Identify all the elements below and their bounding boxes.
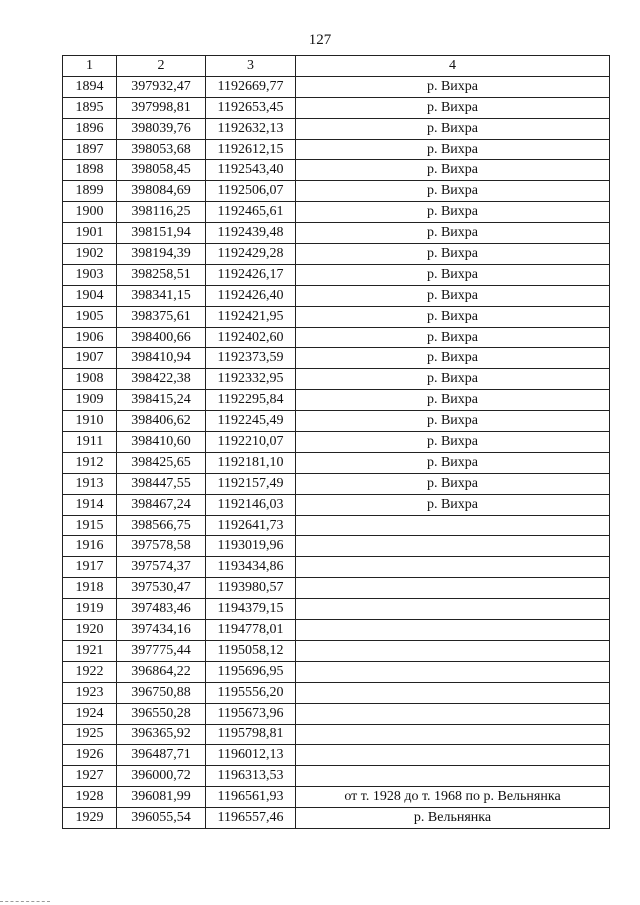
- cell-point-number: 1909: [63, 390, 117, 411]
- cell-point-number: 1907: [63, 348, 117, 369]
- table-row: [63, 118, 610, 139]
- cell-y-coordinate: 1192421,95: [206, 306, 296, 327]
- cell-point-number: 1921: [63, 640, 117, 661]
- cell-y-coordinate: 1192543,40: [206, 160, 296, 181]
- column-header-x: 2: [117, 56, 206, 77]
- cell-x-coordinate: 397775,44: [117, 640, 206, 661]
- cell-y-coordinate: 1192669,77: [206, 76, 296, 97]
- cell-x-coordinate: 397530,47: [117, 578, 206, 599]
- table-row: [63, 494, 610, 515]
- cell-y-coordinate: 1193434,86: [206, 557, 296, 578]
- cell-point-number: 1911: [63, 432, 117, 453]
- table-header-row: [63, 56, 610, 77]
- cell-y-coordinate: 1194379,15: [206, 599, 296, 620]
- cell-x-coordinate: 397932,47: [117, 76, 206, 97]
- cell-description: р. Вихра: [296, 452, 610, 473]
- cell-point-number: 1905: [63, 306, 117, 327]
- coordinates-table: [62, 55, 610, 829]
- cell-x-coordinate: 398375,61: [117, 306, 206, 327]
- cell-point-number: 1904: [63, 285, 117, 306]
- cell-y-coordinate: 1192653,45: [206, 97, 296, 118]
- cell-description: р. Вихра: [296, 411, 610, 432]
- table-row: [63, 557, 610, 578]
- cell-point-number: 1923: [63, 682, 117, 703]
- table-row: [63, 348, 610, 369]
- cell-x-coordinate: 398406,62: [117, 411, 206, 432]
- cell-y-coordinate: 1195058,12: [206, 640, 296, 661]
- cell-x-coordinate: 398058,45: [117, 160, 206, 181]
- table-row: [63, 285, 610, 306]
- cell-x-coordinate: 398467,24: [117, 494, 206, 515]
- cell-description: [296, 578, 610, 599]
- table-row: [63, 682, 610, 703]
- column-header-y: 3: [206, 56, 296, 77]
- cell-description: р. Вихра: [296, 223, 610, 244]
- cell-point-number: 1908: [63, 369, 117, 390]
- page-number: 127: [308, 32, 332, 48]
- cell-x-coordinate: 396864,22: [117, 661, 206, 682]
- cell-x-coordinate: 398410,60: [117, 432, 206, 453]
- cell-point-number: 1910: [63, 411, 117, 432]
- cell-y-coordinate: 1192373,59: [206, 348, 296, 369]
- cell-y-coordinate: 1194778,01: [206, 620, 296, 641]
- table-row: [63, 411, 610, 432]
- cell-x-coordinate: 398410,94: [117, 348, 206, 369]
- cell-x-coordinate: 398415,24: [117, 390, 206, 411]
- cell-point-number: 1903: [63, 264, 117, 285]
- table-row: [63, 703, 610, 724]
- cell-point-number: 1925: [63, 724, 117, 745]
- cell-point-number: 1906: [63, 327, 117, 348]
- cell-x-coordinate: 396550,28: [117, 703, 206, 724]
- cell-y-coordinate: 1192426,40: [206, 285, 296, 306]
- cell-description: р. Вихра: [296, 181, 610, 202]
- cell-y-coordinate: 1192332,95: [206, 369, 296, 390]
- table-row: [63, 390, 610, 411]
- cell-description: р. Вельнянка: [296, 808, 610, 829]
- cell-description: [296, 599, 610, 620]
- table-row: [63, 808, 610, 829]
- cell-x-coordinate: 397483,46: [117, 599, 206, 620]
- cell-point-number: 1914: [63, 494, 117, 515]
- table-row: [63, 745, 610, 766]
- cell-x-coordinate: 396055,54: [117, 808, 206, 829]
- cell-point-number: 1920: [63, 620, 117, 641]
- cell-description: р. Вихра: [296, 285, 610, 306]
- cell-x-coordinate: 396000,72: [117, 766, 206, 787]
- cell-description: р. Вихра: [296, 244, 610, 265]
- table-row: [63, 536, 610, 557]
- cell-x-coordinate: 398425,65: [117, 452, 206, 473]
- cell-point-number: 1898: [63, 160, 117, 181]
- cell-y-coordinate: 1192146,03: [206, 494, 296, 515]
- cell-x-coordinate: 398039,76: [117, 118, 206, 139]
- cell-y-coordinate: 1192612,15: [206, 139, 296, 160]
- cell-description: [296, 745, 610, 766]
- cell-point-number: 1915: [63, 515, 117, 536]
- cell-y-coordinate: 1196313,53: [206, 766, 296, 787]
- cell-description: р. Вихра: [296, 76, 610, 97]
- cell-y-coordinate: 1192426,17: [206, 264, 296, 285]
- cell-point-number: 1927: [63, 766, 117, 787]
- table-row: [63, 327, 610, 348]
- cell-y-coordinate: 1192429,28: [206, 244, 296, 265]
- table-body: [63, 76, 610, 828]
- table-row: [63, 264, 610, 285]
- cell-y-coordinate: 1195673,96: [206, 703, 296, 724]
- table-row: [63, 599, 610, 620]
- table-row: [63, 724, 610, 745]
- cell-x-coordinate: 398447,55: [117, 473, 206, 494]
- cell-description: [296, 557, 610, 578]
- cell-x-coordinate: 398116,25: [117, 202, 206, 223]
- cell-x-coordinate: 398084,69: [117, 181, 206, 202]
- cell-y-coordinate: 1192245,49: [206, 411, 296, 432]
- cell-description: р. Вихра: [296, 494, 610, 515]
- cell-y-coordinate: 1196557,46: [206, 808, 296, 829]
- table-row: [63, 640, 610, 661]
- table-row: [63, 97, 610, 118]
- cell-description: р. Вихра: [296, 202, 610, 223]
- cell-y-coordinate: 1192210,07: [206, 432, 296, 453]
- cell-y-coordinate: 1192157,49: [206, 473, 296, 494]
- cell-point-number: 1924: [63, 703, 117, 724]
- cell-point-number: 1918: [63, 578, 117, 599]
- cell-x-coordinate: 397434,16: [117, 620, 206, 641]
- cell-x-coordinate: 398566,75: [117, 515, 206, 536]
- cell-y-coordinate: 1192465,61: [206, 202, 296, 223]
- cell-point-number: 1902: [63, 244, 117, 265]
- table-row: [63, 306, 610, 327]
- table-row: [63, 452, 610, 473]
- table-row: [63, 620, 610, 641]
- cell-y-coordinate: 1196012,13: [206, 745, 296, 766]
- table-row: [63, 244, 610, 265]
- cell-description: р. Вихра: [296, 473, 610, 494]
- cell-description: р. Вихра: [296, 118, 610, 139]
- cell-x-coordinate: 397998,81: [117, 97, 206, 118]
- cell-description: р. Вихра: [296, 160, 610, 181]
- cell-x-coordinate: 398194,39: [117, 244, 206, 265]
- cell-point-number: 1896: [63, 118, 117, 139]
- cell-point-number: 1929: [63, 808, 117, 829]
- cell-point-number: 1899: [63, 181, 117, 202]
- cell-description: р. Вихра: [296, 264, 610, 285]
- cell-point-number: 1922: [63, 661, 117, 682]
- cell-description: [296, 766, 610, 787]
- cell-y-coordinate: 1195556,20: [206, 682, 296, 703]
- cell-x-coordinate: 398422,38: [117, 369, 206, 390]
- cell-point-number: 1916: [63, 536, 117, 557]
- cell-description: [296, 640, 610, 661]
- table-row: [63, 661, 610, 682]
- cell-y-coordinate: 1192506,07: [206, 181, 296, 202]
- cell-y-coordinate: 1192632,13: [206, 118, 296, 139]
- cell-point-number: 1901: [63, 223, 117, 244]
- scan-edge-mark: [0, 901, 50, 902]
- cell-y-coordinate: 1192295,84: [206, 390, 296, 411]
- cell-y-coordinate: 1192439,48: [206, 223, 296, 244]
- cell-point-number: 1895: [63, 97, 117, 118]
- cell-description: [296, 703, 610, 724]
- cell-description: р. Вихра: [296, 139, 610, 160]
- table-row: [63, 160, 610, 181]
- cell-point-number: 1917: [63, 557, 117, 578]
- cell-description: р. Вихра: [296, 348, 610, 369]
- cell-point-number: 1928: [63, 787, 117, 808]
- cell-description: [296, 536, 610, 557]
- cell-x-coordinate: 398400,66: [117, 327, 206, 348]
- cell-x-coordinate: 398341,15: [117, 285, 206, 306]
- cell-description: р. Вихра: [296, 390, 610, 411]
- cell-description: от т. 1928 до т. 1968 по р. Вельнянка: [296, 787, 610, 808]
- table-row: [63, 139, 610, 160]
- column-header-point: 1: [63, 56, 117, 77]
- cell-x-coordinate: 398258,51: [117, 264, 206, 285]
- cell-x-coordinate: 396365,92: [117, 724, 206, 745]
- cell-point-number: 1912: [63, 452, 117, 473]
- cell-y-coordinate: 1192402,60: [206, 327, 296, 348]
- cell-x-coordinate: 396750,88: [117, 682, 206, 703]
- cell-y-coordinate: 1196561,93: [206, 787, 296, 808]
- table-row: [63, 787, 610, 808]
- table-row: [63, 578, 610, 599]
- table-row: [63, 369, 610, 390]
- cell-x-coordinate: 397574,37: [117, 557, 206, 578]
- cell-description: р. Вихра: [296, 97, 610, 118]
- cell-description: р. Вихра: [296, 306, 610, 327]
- table-row: [63, 76, 610, 97]
- cell-y-coordinate: 1192181,10: [206, 452, 296, 473]
- cell-description: [296, 661, 610, 682]
- cell-point-number: 1897: [63, 139, 117, 160]
- cell-y-coordinate: 1192641,73: [206, 515, 296, 536]
- cell-point-number: 1894: [63, 76, 117, 97]
- cell-x-coordinate: 396487,71: [117, 745, 206, 766]
- cell-y-coordinate: 1193980,57: [206, 578, 296, 599]
- table-row: [63, 223, 610, 244]
- cell-point-number: 1900: [63, 202, 117, 223]
- cell-description: [296, 620, 610, 641]
- cell-point-number: 1919: [63, 599, 117, 620]
- cell-y-coordinate: 1195696,95: [206, 661, 296, 682]
- cell-description: [296, 724, 610, 745]
- table-row: [63, 473, 610, 494]
- table-row: [63, 515, 610, 536]
- cell-point-number: 1926: [63, 745, 117, 766]
- table-row: [63, 432, 610, 453]
- table-row: [63, 181, 610, 202]
- cell-description: [296, 682, 610, 703]
- cell-x-coordinate: 397578,58: [117, 536, 206, 557]
- table-row: [63, 202, 610, 223]
- cell-description: р. Вихра: [296, 432, 610, 453]
- cell-x-coordinate: 398053,68: [117, 139, 206, 160]
- cell-description: [296, 515, 610, 536]
- cell-x-coordinate: 398151,94: [117, 223, 206, 244]
- cell-point-number: 1913: [63, 473, 117, 494]
- cell-y-coordinate: 1193019,96: [206, 536, 296, 557]
- cell-y-coordinate: 1195798,81: [206, 724, 296, 745]
- table-row: [63, 766, 610, 787]
- cell-x-coordinate: 396081,99: [117, 787, 206, 808]
- cell-description: р. Вихра: [296, 327, 610, 348]
- cell-description: р. Вихра: [296, 369, 610, 390]
- column-header-description: 4: [296, 56, 610, 77]
